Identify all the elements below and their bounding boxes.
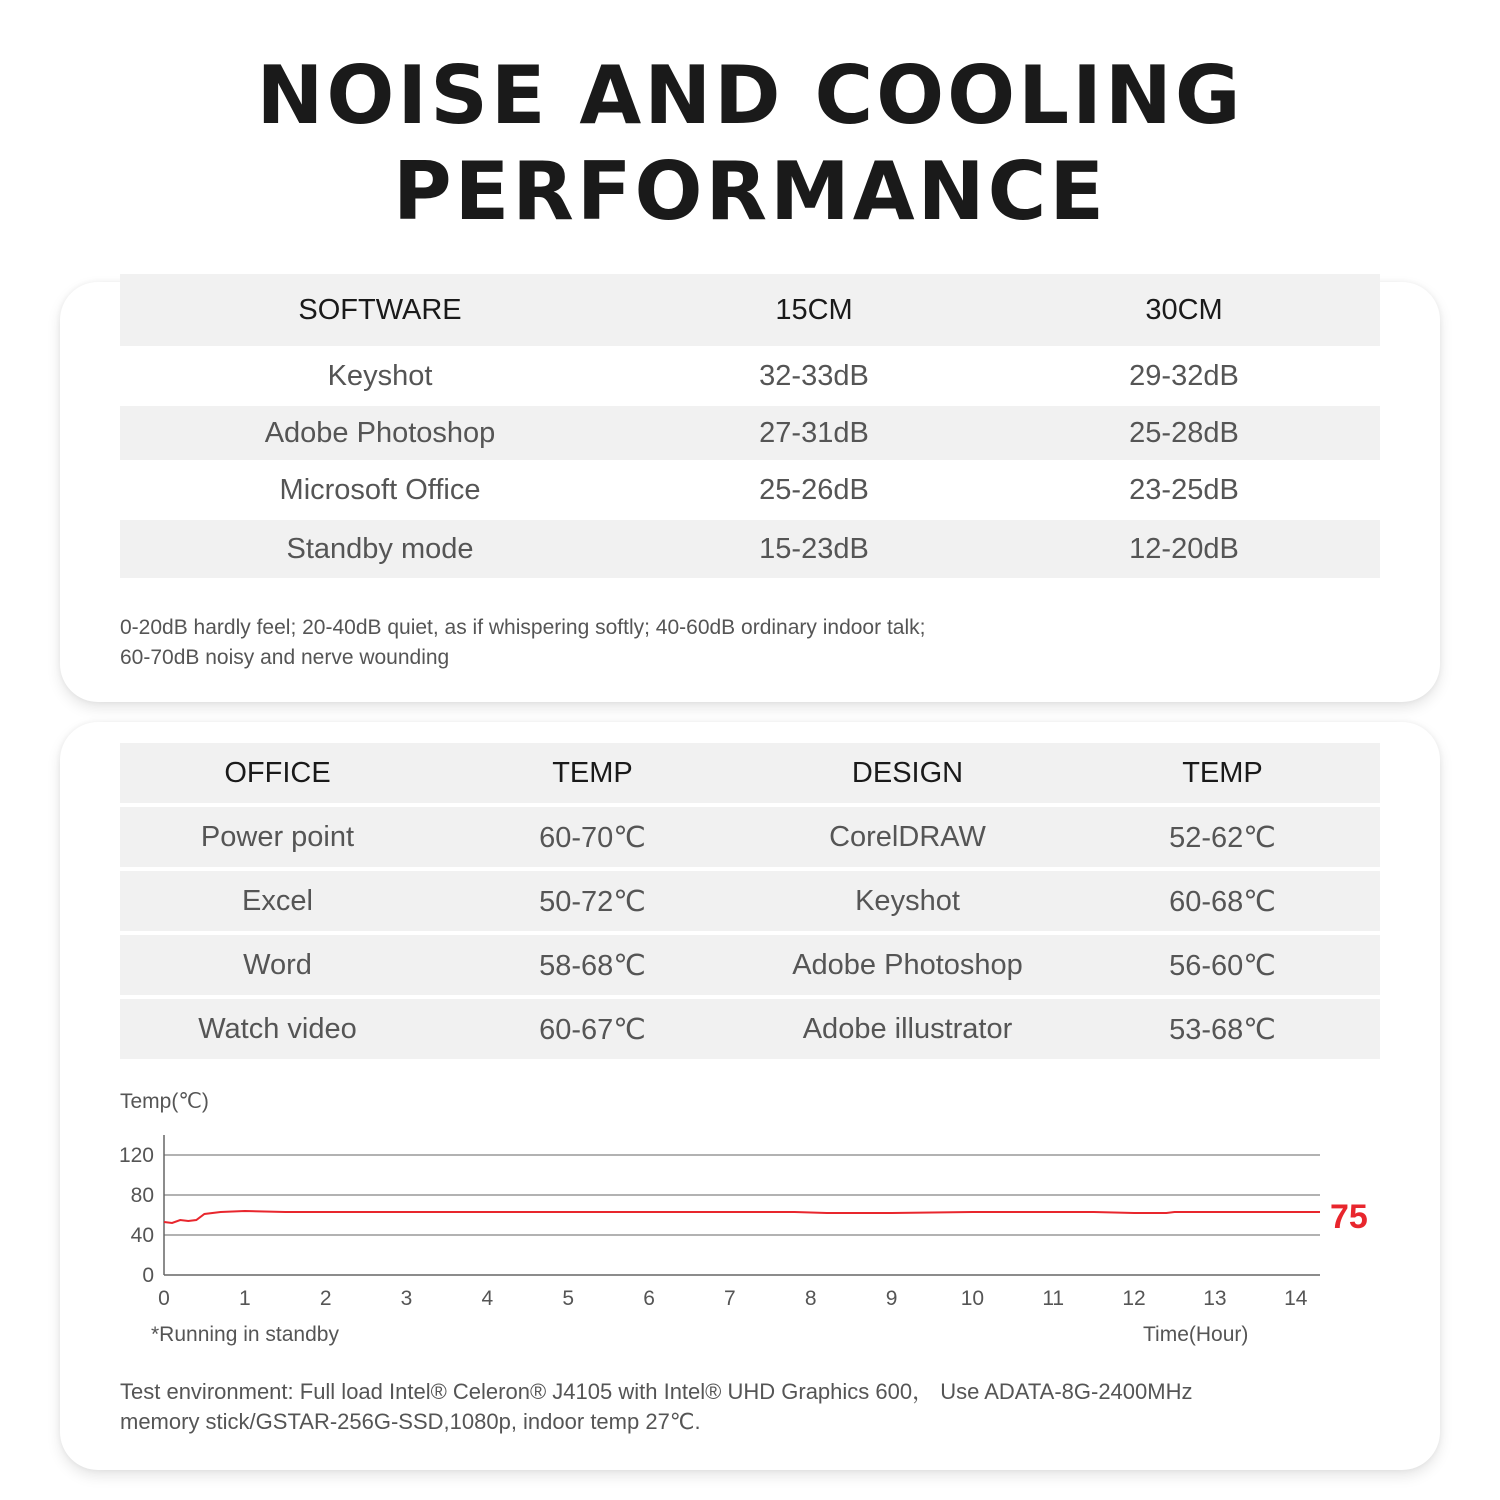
noise-footnote-line-2: 60-70dB noisy and nerve wounding — [120, 646, 450, 669]
chart-y-axis-label: Temp(℃) — [120, 1090, 209, 1113]
table-row — [120, 460, 1380, 520]
software-name: Standby mode — [286, 532, 474, 565]
office-app: Excel — [242, 884, 313, 917]
chart-y-tick-label: 0 — [142, 1264, 154, 1287]
table-row — [120, 346, 1380, 406]
chart-x-tick-label: 7 — [724, 1287, 736, 1310]
noise-30cm: 29-32dB — [1129, 359, 1239, 392]
temp-table-header — [120, 743, 1380, 803]
design-temp: 53-68℃ — [1169, 1013, 1276, 1046]
noise-footnote — [120, 613, 925, 673]
temperature-chart — [100, 1085, 1400, 1355]
noise-15cm: 25-26dB — [759, 473, 869, 506]
chart-y-ticks — [119, 1144, 154, 1287]
design-temp: 60-68℃ — [1169, 885, 1276, 918]
chart-x-tick-label: 12 — [1122, 1287, 1146, 1310]
office-temp: 50-72℃ — [539, 885, 646, 918]
noise-15cm: 27-31dB — [759, 416, 869, 449]
chart-x-tick-label: 6 — [643, 1287, 655, 1310]
chart-x-tick-label: 4 — [481, 1287, 494, 1310]
design-temp: 56-60℃ — [1169, 949, 1276, 982]
chart-end-value-label: 75 — [1330, 1198, 1368, 1236]
chart-x-tick-label: 11 — [1042, 1287, 1065, 1310]
chart-x-tick-label: 2 — [319, 1287, 332, 1310]
noise-30cm: 23-25dB — [1129, 473, 1239, 506]
table-row — [120, 871, 1380, 931]
noise-table-header — [120, 274, 1380, 346]
chart-y-tick-label: 80 — [130, 1184, 154, 1207]
temperature-series-line — [164, 1211, 1320, 1223]
software-name: Microsoft Office — [279, 473, 481, 506]
table-row — [120, 935, 1380, 995]
chart-x-tick-label: 5 — [562, 1287, 575, 1310]
noise-30cm: 12-20dB — [1129, 532, 1239, 565]
noise-15cm: 32-33dB — [759, 359, 869, 392]
office-temp: 60-67℃ — [539, 1013, 646, 1046]
software-name: Keyshot — [327, 359, 433, 392]
office-app: Watch video — [198, 1012, 357, 1045]
chart-x-tick-label: 9 — [885, 1287, 898, 1310]
design-app: Adobe illustrator — [802, 1012, 1013, 1045]
page-title-line-1: NOISE AND COOLING — [256, 49, 1244, 142]
noise-header-30cm: 30CM — [1145, 293, 1223, 326]
chart-x-tick-label: 10 — [960, 1287, 985, 1310]
chart-x-tick-label: 0 — [158, 1287, 170, 1310]
table-row — [120, 406, 1380, 460]
test-environment-note — [120, 1377, 1192, 1437]
noise-15cm: 15-23dB — [759, 532, 869, 565]
chart-standby-note: *Running in standby — [151, 1323, 339, 1346]
noise-header-15cm: 15CM — [775, 293, 853, 326]
design-temp: 52-62℃ — [1169, 821, 1276, 854]
chart-x-tick-label: 8 — [804, 1287, 817, 1310]
test-note-line-1: Test environment: Full load Intel® Celeron® J4105 with Intel® UHD Graphics 600， Use ADATA-8G-2400MHz — [120, 1379, 1193, 1404]
chart-x-tick-label: 13 — [1203, 1287, 1227, 1310]
chart-x-tick-label: 14 — [1284, 1287, 1308, 1310]
design-app: CorelDRAW — [829, 820, 986, 853]
office-app: Word — [243, 948, 312, 981]
temp-header-temp-2: TEMP — [1182, 756, 1263, 789]
page-title-line-2: PERFORMANCE — [393, 145, 1107, 238]
noise-30cm: 25-28dB — [1129, 416, 1239, 449]
chart-x-axis-label: Time(Hour) — [1143, 1323, 1249, 1346]
chart-y-tick-label: 120 — [118, 1144, 154, 1167]
chart-y-tick-label: 40 — [130, 1224, 154, 1247]
chart-x-tick-label: 1 — [238, 1287, 251, 1310]
chart-gridlines — [164, 1155, 1320, 1235]
page-title — [0, 48, 1500, 240]
chart-x-tick-label: 3 — [400, 1287, 413, 1310]
table-row — [120, 999, 1380, 1059]
design-app: Adobe Photoshop — [792, 948, 1023, 981]
software-name: Adobe Photoshop — [264, 416, 496, 449]
office-temp: 60-70℃ — [539, 821, 646, 854]
temp-header-design: DESIGN — [851, 756, 964, 789]
test-note-line-2: memory stick/GSTAR-256G-SSD,1080p, indoor temp 27℃. — [120, 1409, 701, 1434]
table-row — [120, 807, 1380, 867]
noise-header-software: SOFTWARE — [298, 293, 462, 326]
chart-x-ticks — [158, 1287, 1308, 1310]
design-app: Keyshot — [855, 884, 960, 917]
temp-header-office: OFFICE — [224, 756, 331, 789]
temp-header-temp: TEMP — [552, 756, 633, 789]
office-app: Power point — [200, 820, 355, 853]
noise-footnote-line-1: 0-20dB hardly feel; 20-40dB quiet, as if whispering softly; 40-60dB ordinary indoor talk; — [120, 616, 926, 639]
table-row — [120, 520, 1380, 578]
office-temp: 58-68℃ — [539, 949, 646, 982]
